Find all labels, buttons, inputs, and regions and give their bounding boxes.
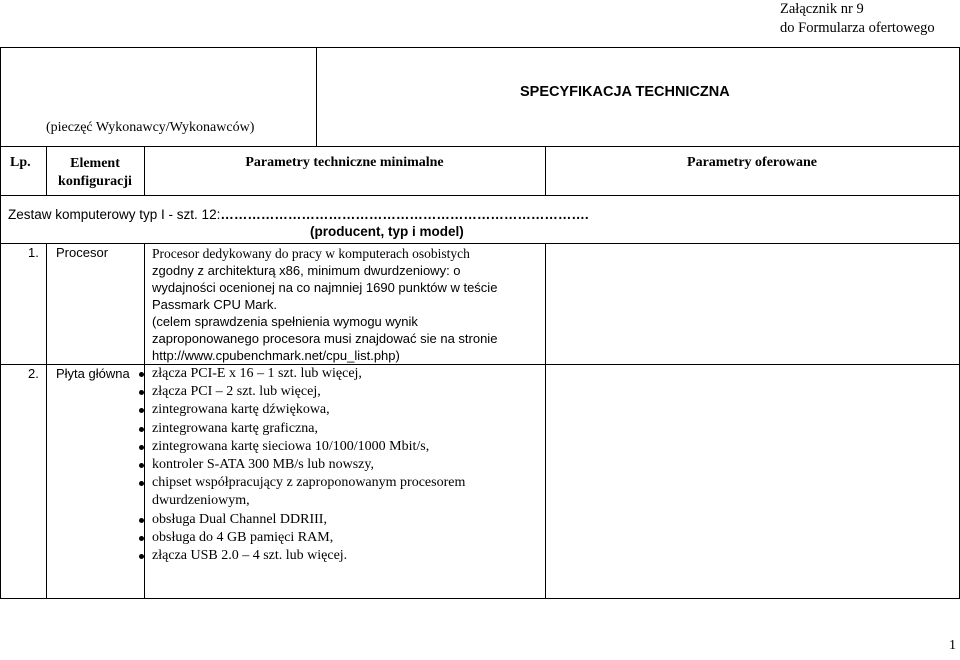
- header-params-offered: Parametry oferowane: [687, 155, 817, 170]
- list-item: chipset współpracujący z zaproponowanym procesorem: [152, 474, 465, 492]
- header-params-min: Parametry techniczne minimalne: [245, 155, 444, 170]
- row-1-desc-line: zgodny z architekturą x86, minimum dwurdzeniowy: o: [152, 263, 461, 278]
- list-item: obsługa Dual Channel DDRIII,: [152, 511, 465, 529]
- row-1-desc-line: Procesor dedykowany do pracy w komputerach osobistych: [152, 246, 470, 261]
- row-2-lp: 2.: [28, 366, 39, 381]
- header-element: [46, 155, 144, 191]
- row-1-desc-line: zaproponowanego procesora musi znajdować sie na stronie: [152, 331, 498, 346]
- annex-header: [780, 0, 935, 38]
- row-1-desc-line: (celem sprawdzenia spełnienia wymogu wynik: [152, 314, 418, 329]
- list-item: obsługa do 4 GB pamięci RAM,: [152, 529, 465, 547]
- section-label: Zestaw komputerowy typ I - szt. 12:: [8, 207, 221, 222]
- annex-line-2: do Formularza ofertowego: [780, 20, 935, 36]
- section-dots: ……………………………………………………………………….: [220, 207, 589, 222]
- row-1-lp: 1.: [28, 245, 39, 260]
- list-item: złącza USB 2.0 – 4 szt. lub więcej.: [152, 547, 465, 565]
- list-item: złącza PCI – 2 szt. lub więcej,: [152, 383, 465, 401]
- row-2-element: Płyta główna: [56, 366, 130, 381]
- list-item: kontroler S-ATA 300 MB/s lub nowszy,: [152, 456, 465, 474]
- header-lp: Lp.: [10, 155, 31, 170]
- row-1-desc-line: http://www.cpubenchmark.net/cpu_list.php): [152, 348, 400, 363]
- row-1-element: Procesor: [56, 245, 109, 260]
- row-2-feature-list: [130, 365, 465, 565]
- stamp-label: (pieczęć Wykonawcy/Wykonawców): [46, 120, 255, 135]
- list-item-continuation: dwurdzeniowym,: [152, 493, 250, 509]
- page-number: 1: [949, 638, 956, 653]
- section-heading: [8, 207, 589, 222]
- annex-line-1: Załącznik nr 9: [780, 1, 864, 17]
- list-item: zintegrowana kartę dźwiękowa,: [152, 401, 465, 419]
- list-item: złącza PCI-E x 16 – 1 szt. lub więcej,: [152, 365, 465, 383]
- header-element-line2: konfiguracji: [58, 174, 132, 189]
- row-1-desc-line: wydajności ocenionej na co najmniej 1690 punktów w teście: [152, 280, 498, 295]
- producer-note: (producent, typ i model): [310, 224, 464, 239]
- row-1-desc-line: Passmark CPU Mark.: [152, 297, 277, 312]
- list-item: zintegrowana kartę sieciowa 10/100/1000 Mbit/s,: [152, 438, 465, 456]
- row-1-description: [152, 245, 542, 364]
- header-element-line1: Element: [70, 156, 120, 171]
- list-item: zintegrowana kartę graficzna,: [152, 420, 465, 438]
- page-title: SPECYFIKACJA TECHNICZNA: [520, 84, 730, 100]
